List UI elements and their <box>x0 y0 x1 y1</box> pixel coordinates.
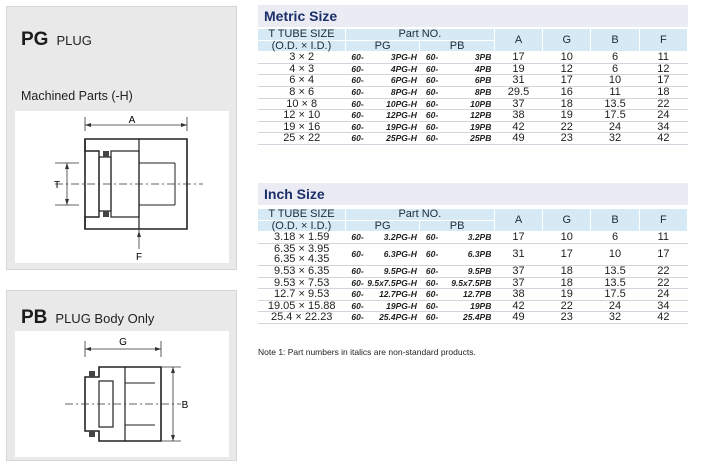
dim-b-cell: 24 <box>591 121 639 133</box>
metric-size-table <box>258 29 688 145</box>
inch-table-body <box>258 232 688 324</box>
tube-size-cell: 6 × 4 <box>258 75 345 87</box>
pg-part-number-cell: 3.2PG-H <box>364 232 420 244</box>
tube-size-cell: 19 × 16 <box>258 121 345 133</box>
dim-b-cell: 13.5 <box>591 277 639 289</box>
pb-part-number-cell: 25PB <box>438 133 494 145</box>
pg-prefix-cell: 60- <box>345 300 364 312</box>
tube-size-cell: 25.4 × 22.23 <box>258 312 345 324</box>
pg-name: PLUG <box>56 33 92 48</box>
tube-size-line: 6.35 × 3.95 <box>274 242 330 255</box>
dim-g-cell: 10 <box>543 232 591 244</box>
tube-size-cell: 12 × 10 <box>258 110 345 122</box>
pb-part-number-cell: 9.5PB <box>438 265 494 277</box>
pb-part-number-cell: 6PB <box>438 75 494 87</box>
product-panel <box>6 6 237 461</box>
dim-f-cell: 17 <box>639 243 687 265</box>
dim-b-cell: 10 <box>591 243 639 265</box>
pb-prefix-cell: 60- <box>420 98 439 110</box>
pb-part-number-cell: 8PB <box>438 86 494 98</box>
dim-a-cell: 38 <box>494 289 542 301</box>
tube-size-line1: T TUBE SIZE <box>268 208 335 220</box>
dim-f-cell: 42 <box>639 133 687 145</box>
tube-size-header <box>258 29 345 40</box>
pg-col-header: PG <box>345 220 419 232</box>
pb-part-number-cell: 19PB <box>438 300 494 312</box>
tube-size-line1: T TUBE SIZE <box>268 28 335 40</box>
col-f-header: F <box>639 29 687 52</box>
dim-b-cell: 32 <box>591 312 639 324</box>
dim-b-cell: 6 <box>591 232 639 244</box>
dim-b-label: B <box>181 400 189 411</box>
dim-b-cell: 13.5 <box>591 98 639 110</box>
dim-g-cell: 12 <box>543 63 591 75</box>
pb-prefix-cell: 60- <box>420 52 439 64</box>
tube-size-cell: 12.7 × 9.53 <box>258 289 345 301</box>
pg-prefix-cell: 60- <box>345 243 364 265</box>
table-row <box>258 232 688 244</box>
pg-part-number-cell: 25PG-H <box>364 133 420 145</box>
pg-prefix-cell: 60- <box>345 133 364 145</box>
tube-size-cell: 19.05 × 15.88 <box>258 300 345 312</box>
pb-drawing <box>15 331 229 457</box>
dim-g-cell: 23 <box>543 133 591 145</box>
pb-prefix-cell: 60- <box>420 86 439 98</box>
tube-size-cell: 3 × 2 <box>258 52 345 64</box>
pb-part-number-cell: 3PB <box>438 52 494 64</box>
pg-prefix-cell: 60- <box>345 110 364 122</box>
dim-f-cell: 34 <box>639 300 687 312</box>
pb-part-number-cell: 3.2PB <box>438 232 494 244</box>
dim-a-cell: 37 <box>494 98 542 110</box>
col-b-header: B <box>591 209 639 232</box>
dim-b-cell: 11 <box>591 86 639 98</box>
pb-prefix-cell: 60- <box>420 312 439 324</box>
dim-a-label: A <box>128 115 136 126</box>
pb-prefix-cell: 60- <box>420 63 439 75</box>
dim-b-cell: 13.5 <box>591 265 639 277</box>
pb-prefix-cell: 60- <box>420 265 439 277</box>
pb-part-number-cell: 9.5x7.5PB <box>438 277 494 289</box>
pg-prefix-cell: 60- <box>345 75 364 87</box>
pb-part-number-cell: 6.3PB <box>438 243 494 265</box>
dim-f-cell: 34 <box>639 121 687 133</box>
table-row <box>258 52 688 64</box>
pg-drawing <box>15 111 229 263</box>
dim-a-cell: 29.5 <box>494 86 542 98</box>
table-row <box>258 277 688 289</box>
dim-t-label: T <box>53 180 61 191</box>
dim-b-cell: 6 <box>591 52 639 64</box>
dim-g-cell: 22 <box>543 121 591 133</box>
pg-part-number-cell: 6.3PG-H <box>364 243 420 265</box>
dim-b-cell: 10 <box>591 75 639 87</box>
pg-card <box>6 6 237 270</box>
pg-part-number-cell: 9.5x7.5PG-H <box>364 277 420 289</box>
pb-part-number-cell: 12PB <box>438 110 494 122</box>
dim-a-cell: 49 <box>494 312 542 324</box>
pb-part-number-cell: 12.7PB <box>438 289 494 301</box>
pg-part-number-cell: 19PG-H <box>364 121 420 133</box>
pb-plug-diagram <box>15 331 229 457</box>
pg-prefix-cell: 60- <box>345 289 364 301</box>
dim-g-cell: 16 <box>543 86 591 98</box>
dim-f-label: F <box>135 252 143 263</box>
tube-size-line: 6.35 × 4.35 <box>274 253 330 266</box>
tube-size-cell: 10 × 8 <box>258 98 345 110</box>
pg-part-number-cell: 8PG-H <box>364 86 420 98</box>
table-row <box>258 86 688 98</box>
dim-a-cell: 42 <box>494 300 542 312</box>
tube-size-cell: 4 × 3 <box>258 63 345 75</box>
dim-a-cell: 49 <box>494 133 542 145</box>
pg-prefix-cell: 60- <box>345 312 364 324</box>
tube-size-header <box>258 209 345 220</box>
pg-prefix-cell: 60- <box>345 232 364 244</box>
pb-prefix-cell: 60- <box>420 289 439 301</box>
tube-size-cell <box>258 243 345 265</box>
col-a-header: A <box>494 29 542 52</box>
pg-prefix-cell: 60- <box>345 265 364 277</box>
dim-g-cell: 19 <box>543 110 591 122</box>
dim-a-cell: 38 <box>494 110 542 122</box>
dim-f-cell: 24 <box>639 110 687 122</box>
pg-col-header: PG <box>345 40 419 52</box>
dim-g-cell: 18 <box>543 265 591 277</box>
dim-g-cell: 17 <box>543 75 591 87</box>
pg-part-number-cell: 6PG-H <box>364 75 420 87</box>
dim-a-cell: 31 <box>494 75 542 87</box>
pb-prefix-cell: 60- <box>420 277 439 289</box>
inch-size-table <box>258 209 688 324</box>
pg-subtitle: Machined Parts (-H) <box>21 89 133 103</box>
table-row <box>258 243 688 265</box>
dim-f-cell: 22 <box>639 265 687 277</box>
dim-f-cell: 22 <box>639 277 687 289</box>
pb-col-header: PB <box>420 220 494 232</box>
dim-b-cell: 6 <box>591 63 639 75</box>
table-row <box>258 289 688 301</box>
dim-f-cell: 17 <box>639 75 687 87</box>
pb-part-number-cell: 19PB <box>438 121 494 133</box>
pb-card <box>6 290 237 461</box>
pg-part-number-cell: 3PG-H <box>364 52 420 64</box>
tube-size-cell: 3.18 × 1.59 <box>258 232 345 244</box>
pg-part-number-cell: 10PG-H <box>364 98 420 110</box>
dim-g-cell: 17 <box>543 243 591 265</box>
dim-g-cell: 18 <box>543 277 591 289</box>
pb-prefix-cell: 60- <box>420 243 439 265</box>
pg-part-number-cell: 19PG-H <box>364 300 420 312</box>
pb-code: PB <box>21 307 48 328</box>
pb-prefix-cell: 60- <box>420 232 439 244</box>
pg-part-number-cell: 12PG-H <box>364 110 420 122</box>
dim-b-cell: 24 <box>591 300 639 312</box>
pg-prefix-cell: 60- <box>345 277 364 289</box>
table-header-row <box>258 29 688 40</box>
part-no-header: Part NO. <box>345 209 494 220</box>
tube-size-cell: 8 × 6 <box>258 86 345 98</box>
dim-f-cell: 18 <box>639 86 687 98</box>
dim-f-cell: 24 <box>639 289 687 301</box>
pg-prefix-cell: 60- <box>345 52 364 64</box>
pg-prefix-cell: 60- <box>345 86 364 98</box>
pb-prefix-cell: 60- <box>420 121 439 133</box>
dim-a-cell: 17 <box>494 52 542 64</box>
tube-size-cell: 9.53 × 6.35 <box>258 265 345 277</box>
dim-f-cell: 11 <box>639 52 687 64</box>
inch-size-title: Inch Size <box>264 186 325 202</box>
table-row <box>258 265 688 277</box>
dim-a-cell: 31 <box>494 243 542 265</box>
table-row <box>258 133 688 145</box>
pg-part-number-cell: 4PG-H <box>364 63 420 75</box>
dim-g-cell: 23 <box>543 312 591 324</box>
metric-size-header <box>258 5 688 27</box>
dim-f-cell: 11 <box>639 232 687 244</box>
table-row <box>258 63 688 75</box>
table-row <box>258 300 688 312</box>
table-row <box>258 110 688 122</box>
table-row <box>258 121 688 133</box>
dim-f-cell: 22 <box>639 98 687 110</box>
pg-prefix-cell: 60- <box>345 63 364 75</box>
metric-size-title: Metric Size <box>264 8 338 24</box>
pb-col-header: PB <box>420 40 494 52</box>
col-g-header: G <box>543 209 591 232</box>
pg-title <box>21 29 92 51</box>
pb-prefix-cell: 60- <box>420 300 439 312</box>
col-b-header: B <box>591 29 639 52</box>
pb-title <box>21 307 154 329</box>
table-row <box>258 312 688 324</box>
footnote: Note 1: Part numbers in italics are non-standard products. <box>258 347 476 357</box>
dim-g-cell: 10 <box>543 52 591 64</box>
pb-prefix-cell: 60- <box>420 133 439 145</box>
tube-size-cell: 25 × 22 <box>258 133 345 145</box>
pg-part-number-cell: 25.4PG-H <box>364 312 420 324</box>
dim-g-cell: 18 <box>543 98 591 110</box>
dim-b-cell: 17.5 <box>591 289 639 301</box>
table-row <box>258 98 688 110</box>
tube-size-cell: 9.53 × 7.53 <box>258 277 345 289</box>
dim-g-label: G <box>119 337 127 348</box>
part-no-header: Part NO. <box>345 29 494 40</box>
pg-code: PG <box>21 29 49 50</box>
dim-f-cell: 42 <box>639 312 687 324</box>
tube-size-line2: (O.D. × I.D.) <box>258 40 345 52</box>
pb-part-number-cell: 10PB <box>438 98 494 110</box>
dim-f-cell: 12 <box>639 63 687 75</box>
pb-part-number-cell: 4PB <box>438 63 494 75</box>
pb-part-number-cell: 25.4PB <box>438 312 494 324</box>
pg-part-number-cell: 12.7PG-H <box>364 289 420 301</box>
col-f-header: F <box>639 209 687 232</box>
dim-b-cell: 32 <box>591 133 639 145</box>
dim-g-cell: 22 <box>543 300 591 312</box>
table-header-row <box>258 209 688 220</box>
dim-a-cell: 37 <box>494 277 542 289</box>
dim-g-cell: 19 <box>543 289 591 301</box>
pb-prefix-cell: 60- <box>420 75 439 87</box>
pg-prefix-cell: 60- <box>345 121 364 133</box>
metric-table-body <box>258 52 688 145</box>
tube-size-line2: (O.D. × I.D.) <box>258 220 345 232</box>
dim-a-cell: 42 <box>494 121 542 133</box>
inch-size-header <box>258 183 688 205</box>
pb-name: PLUG Body Only <box>55 311 155 326</box>
col-a-header: A <box>494 209 542 232</box>
dim-a-cell: 37 <box>494 265 542 277</box>
pb-prefix-cell: 60- <box>420 110 439 122</box>
pg-part-number-cell: 9.5PG-H <box>364 265 420 277</box>
col-g-header: G <box>543 29 591 52</box>
dim-a-cell: 17 <box>494 232 542 244</box>
pg-plug-diagram <box>15 111 229 263</box>
dim-b-cell: 17.5 <box>591 110 639 122</box>
pg-prefix-cell: 60- <box>345 98 364 110</box>
table-row <box>258 75 688 87</box>
dim-a-cell: 19 <box>494 63 542 75</box>
